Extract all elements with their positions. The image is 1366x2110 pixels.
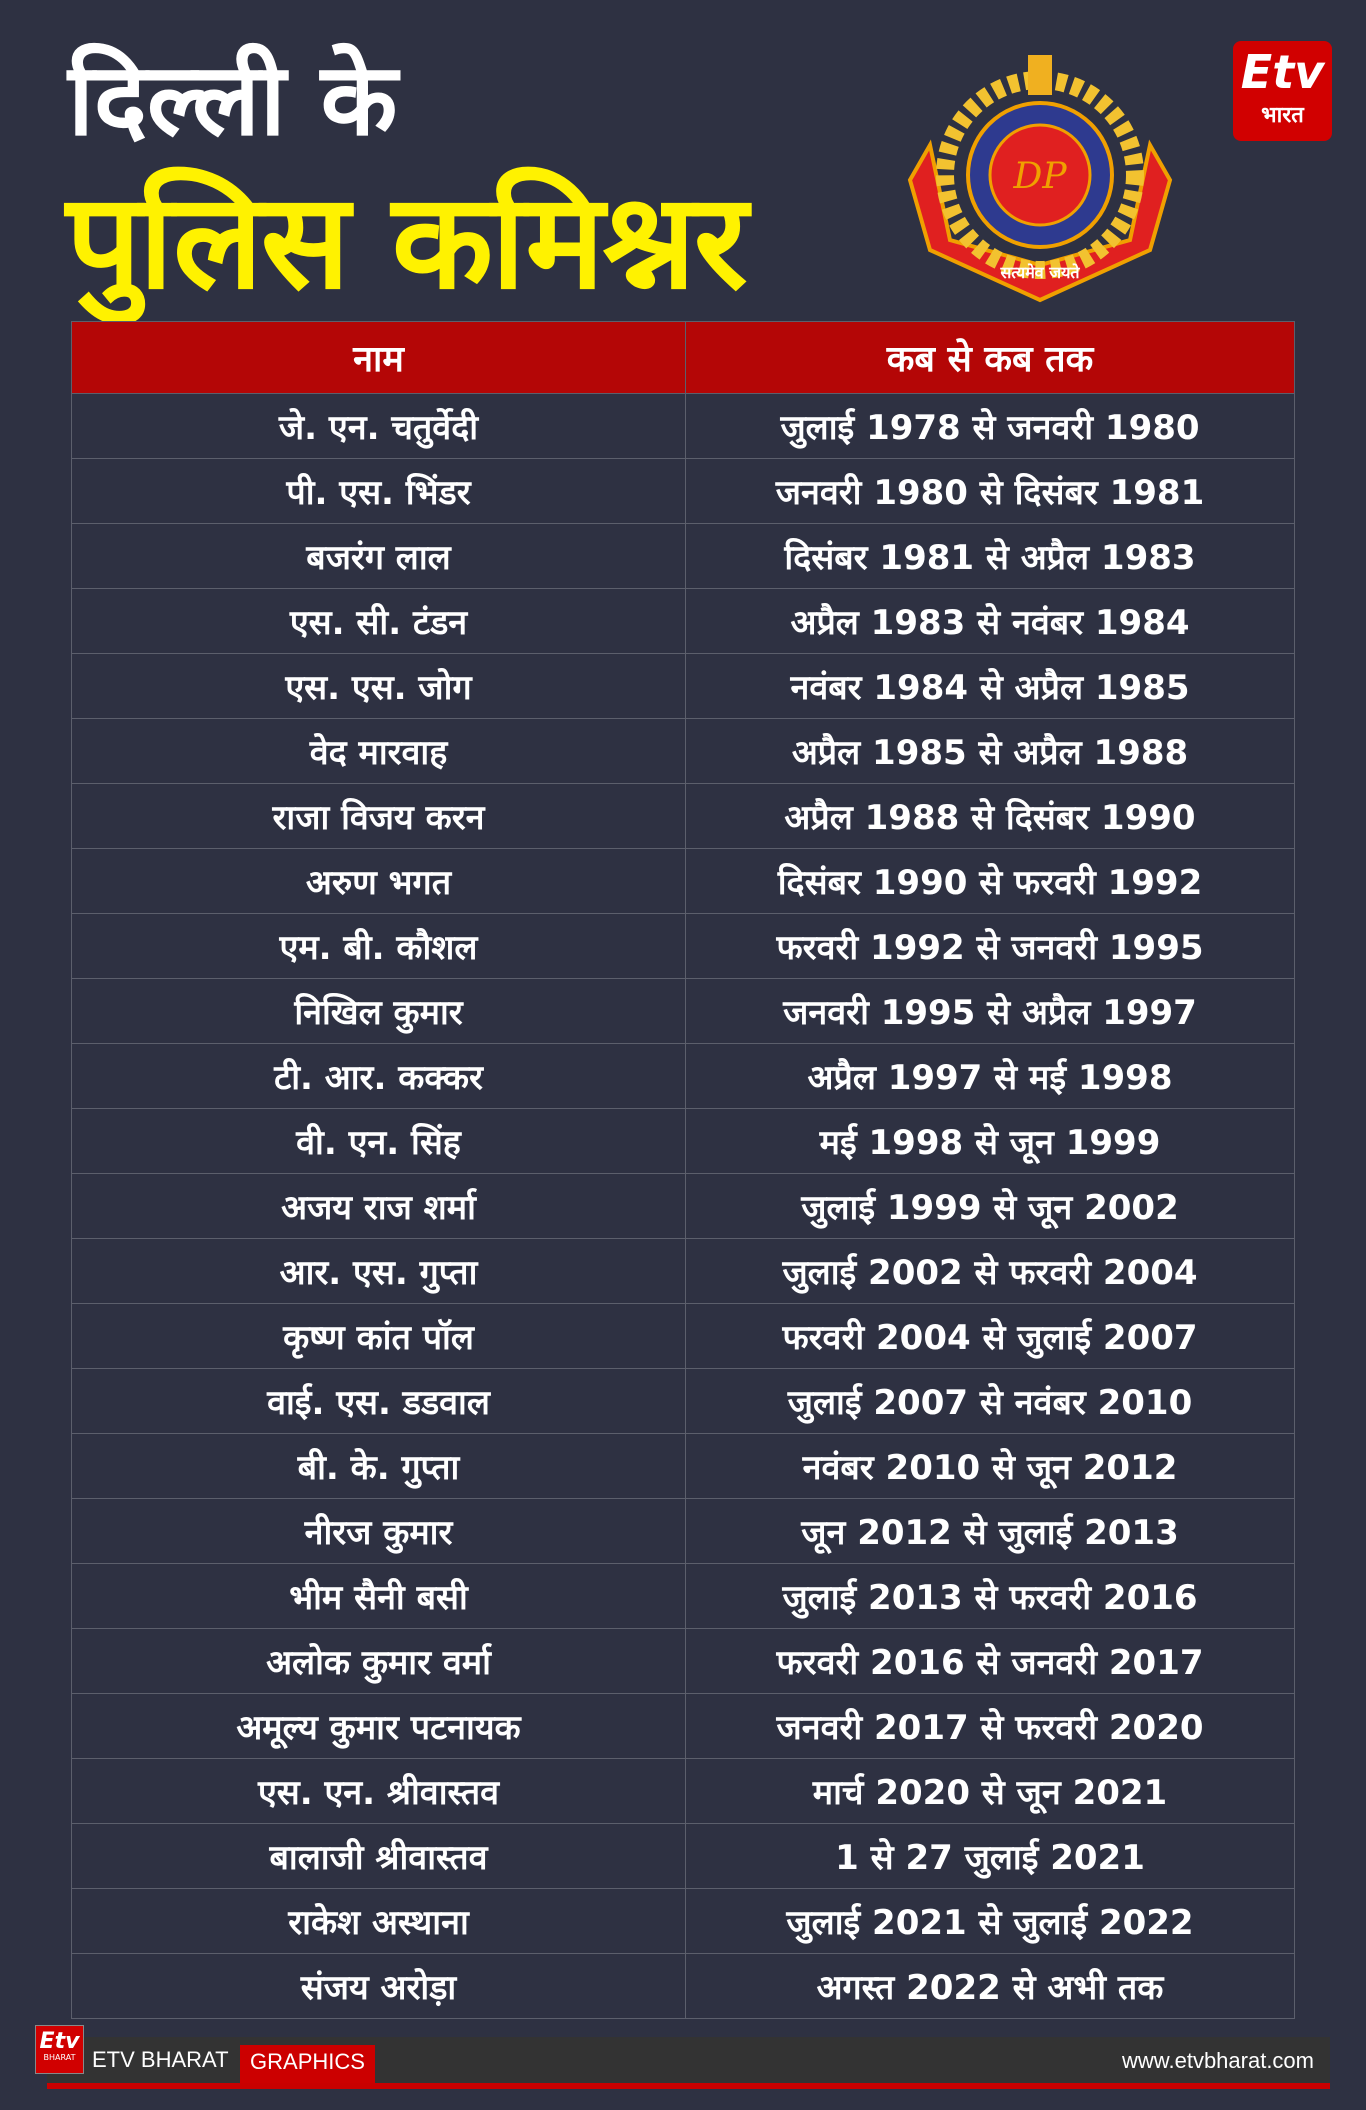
name-cell: बी. के. गुप्ता xyxy=(72,1434,686,1499)
name-cell: एस. सी. टंडन xyxy=(72,589,686,654)
tenure-cell: अप्रैल 1997 से मई 1998 xyxy=(686,1044,1295,1109)
tenure-cell: फरवरी 2004 से जुलाई 2007 xyxy=(686,1304,1295,1369)
tenure-cell: नवंबर 1984 से अप्रैल 1985 xyxy=(686,654,1295,719)
tenure-cell: जुलाई 2007 से नवंबर 2010 xyxy=(686,1369,1295,1434)
title-line-2: पुलिस कमिश्नर xyxy=(66,165,746,319)
name-cell: अरुण भगत xyxy=(72,849,686,914)
table-row xyxy=(72,1759,1295,1824)
tenure-cell: फरवरी 2016 से जनवरी 2017 xyxy=(686,1629,1295,1694)
table-row xyxy=(72,1369,1295,1434)
name-cell: पी. एस. भिंडर xyxy=(72,459,686,524)
table-row xyxy=(72,1694,1295,1759)
table-row xyxy=(72,1044,1295,1109)
name-cell: भीम सैनी बसी xyxy=(72,1564,686,1629)
header-tenure: कब से कब तक xyxy=(686,322,1295,394)
footer-url[interactable]: www.etvbharat.com xyxy=(1122,2048,1314,2073)
tenure-cell: नवंबर 2010 से जून 2012 xyxy=(686,1434,1295,1499)
tenure-cell: मार्च 2020 से जून 2021 xyxy=(686,1759,1295,1824)
tenure-cell: दिसंबर 1990 से फरवरी 1992 xyxy=(686,849,1295,914)
name-cell: कृष्ण कांत पॉल xyxy=(72,1304,686,1369)
name-cell: अजय राज शर्मा xyxy=(72,1174,686,1239)
logo-mark: Etv xyxy=(1240,45,1325,99)
tenure-cell: जनवरी 1995 से अप्रैल 1997 xyxy=(686,979,1295,1044)
table-row xyxy=(72,849,1295,914)
footer-brand: ETV BHARAT xyxy=(92,2047,229,2072)
table-row xyxy=(72,524,1295,589)
logo-sub: भारत xyxy=(1261,103,1304,128)
tenure-cell: जुलाई 2021 से जुलाई 2022 xyxy=(686,1889,1295,1954)
table-header-row xyxy=(72,322,1295,394)
table-row xyxy=(72,459,1295,524)
tenure-cell: जनवरी 1980 से दिसंबर 1981 xyxy=(686,459,1295,524)
name-cell: बालाजी श्रीवास्तव xyxy=(72,1824,686,1889)
title-line-1: दिल्ली के xyxy=(68,41,398,158)
table-row xyxy=(72,784,1295,849)
name-cell: अमूल्य कुमार पटनायक xyxy=(72,1694,686,1759)
table-row xyxy=(72,1954,1295,2019)
footer-red-line xyxy=(47,2083,1330,2089)
name-cell: वाई. एस. डडवाल xyxy=(72,1369,686,1434)
name-cell: वेद मारवाह xyxy=(72,719,686,784)
tenure-cell: जुलाई 2013 से फरवरी 2016 xyxy=(686,1564,1295,1629)
table-row xyxy=(72,654,1295,719)
name-cell: निखिल कुमार xyxy=(72,979,686,1044)
delhi-police-emblem-icon xyxy=(900,50,1180,305)
table-row xyxy=(72,1174,1295,1239)
tenure-cell: दिसंबर 1981 से अप्रैल 1983 xyxy=(686,524,1295,589)
table-row xyxy=(72,719,1295,784)
tenure-cell: अगस्त 2022 से अभी तक xyxy=(686,1954,1295,2019)
tenure-cell: मई 1998 से जून 1999 xyxy=(686,1109,1295,1174)
name-cell: जे. एन. चतुर्वेदी xyxy=(72,394,686,459)
table-row xyxy=(72,394,1295,459)
name-cell: नीरज कुमार xyxy=(72,1499,686,1564)
table-row xyxy=(72,1434,1295,1499)
table-row xyxy=(72,1824,1295,1889)
table-row xyxy=(72,589,1295,654)
tenure-cell: जुलाई 2002 से फरवरी 2004 xyxy=(686,1239,1295,1304)
tenure-cell: जुलाई 1999 से जून 2002 xyxy=(686,1174,1295,1239)
tenure-cell: 1 से 27 जुलाई 2021 xyxy=(686,1824,1295,1889)
tenure-cell: जुलाई 1978 से जनवरी 1980 xyxy=(686,394,1295,459)
table-row xyxy=(72,1889,1295,1954)
header-name: नाम xyxy=(72,322,686,394)
tenure-cell: जून 2012 से जुलाई 2013 xyxy=(686,1499,1295,1564)
etv-bharat-logo xyxy=(1233,41,1332,141)
tenure-cell: जनवरी 2017 से फरवरी 2020 xyxy=(686,1694,1295,1759)
svg-text:DP: DP xyxy=(1013,156,1067,197)
footer-logo-sub: BHARAT xyxy=(43,2053,76,2062)
commissioners-table xyxy=(71,321,1295,2019)
table-row xyxy=(72,979,1295,1044)
name-cell: अलोक कुमार वर्मा xyxy=(72,1629,686,1694)
name-cell: आर. एस. गुप्ता xyxy=(72,1239,686,1304)
name-cell: राकेश अस्थाना xyxy=(72,1889,686,1954)
name-cell: एम. बी. कौशल xyxy=(72,914,686,979)
footer-logo xyxy=(35,2025,84,2074)
footer-section-badge: GRAPHICS xyxy=(240,2045,375,2083)
table-row xyxy=(72,1629,1295,1694)
name-cell: वी. एन. सिंह xyxy=(72,1109,686,1174)
name-cell: एस. एस. जोग xyxy=(72,654,686,719)
table-row xyxy=(72,1564,1295,1629)
name-cell: टी. आर. कक्कर xyxy=(72,1044,686,1109)
table-row xyxy=(72,1499,1295,1564)
tenure-cell: अप्रैल 1985 से अप्रैल 1988 xyxy=(686,719,1295,784)
tenure-cell: फरवरी 1992 से जनवरी 1995 xyxy=(686,914,1295,979)
table-row xyxy=(72,1109,1295,1174)
footer-logo-mark: Etv xyxy=(39,2029,80,2054)
tenure-cell: अप्रैल 1988 से दिसंबर 1990 xyxy=(686,784,1295,849)
name-cell: संजय अरोड़ा xyxy=(72,1954,686,2019)
name-cell: राजा विजय करन xyxy=(72,784,686,849)
table-row xyxy=(72,1304,1295,1369)
name-cell: बजरंग लाल xyxy=(72,524,686,589)
table-row xyxy=(72,914,1295,979)
tenure-cell: अप्रैल 1983 से नवंबर 1984 xyxy=(686,589,1295,654)
name-cell: एस. एन. श्रीवास्तव xyxy=(72,1759,686,1824)
table-row xyxy=(72,1239,1295,1304)
svg-text:सत्यमेव जयते: सत्यमेव जयते xyxy=(1000,263,1080,282)
